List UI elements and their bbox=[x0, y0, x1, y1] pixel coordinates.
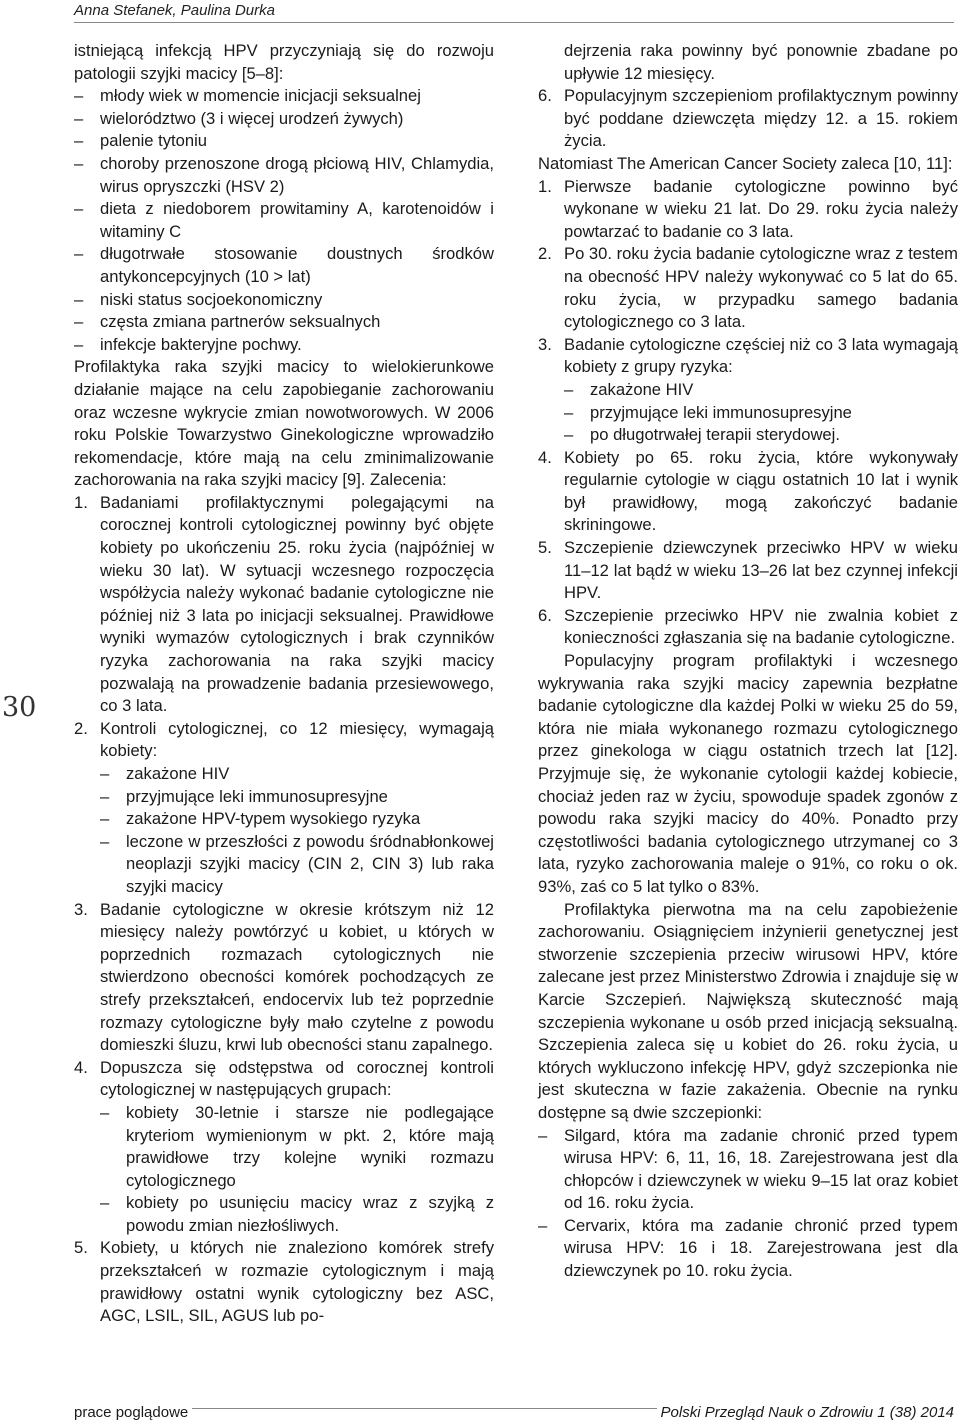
risk-item: – dieta z niedoborem prowitaminy A, karotenoidów i witaminy C bbox=[74, 198, 494, 243]
risk-item: – częsta zmiana partnerów seksualnych bbox=[74, 311, 494, 334]
recommendation-sub-item: – leczone w przeszłości z powodu śródnabłonkowej neoplazji szyjki macicy (CIN 2, CIN 3) lub raka szyjki macicy bbox=[100, 831, 494, 899]
recommendation-sub-item: – kobiety 30-letnie i starsze nie podlegające kryteriom wymienionym w pkt. 2, które mają prawidłowe trzy kolejne wyniki rozmazu cytologicznego bbox=[100, 1102, 494, 1192]
screening-program-paragraph: Populacyjny program profilaktyki i wczesnego wykrywania raka szyjki macicy zapewnia bezpłatne badanie cytologiczne dla każdej Polki w wieku 25 do 59, która nie miała wykonanego rozmazu cytologicznego przez ginekologa w ciągu ostatnich trzech lat [12]. Przyjmuje się, że wykonanie cytologii każdej kobiecie, chociaż jeden raz w życiu, spowoduje spadek zgonów z powodu raka szyjki macicy do 40%. Ponadto przy częstotliwości badania cytologicznego utrzymanej co 3 lata, ryzyko zachorowania maleje o 91%, co roku o ok. 93%, zaś co 5 lat tylko o 83%. bbox=[538, 651, 958, 896]
recommendation-text: Kontroli cytologicznej, co 12 miesięcy, wymagają kobiety: bbox=[100, 718, 494, 761]
risk-intro: istniejącą infekcją HPV przyczyniają się do rozwoju patologii szyjki macicy [5–8]: bbox=[74, 41, 494, 83]
recommendation-5-continued: dejrzenia raka powinny być ponownie zbadane po upływie 12 miesięcy. bbox=[564, 41, 958, 83]
prevention-paragraph: Profilaktyka raka szyjki macicy to wielokierunkowe działanie mające na celu zapobieganie zachorowaniu oraz wczesne wykrycie zmian nowotworowych. W 2006 roku Polskie Towarzystwo Ginekologiczne wprowadziło rekomendacje, które mają na celu zminimalizowanie zachorowania na raka szyjki macicy [9]. Zalecenia: bbox=[74, 357, 494, 490]
acs-sub-item: – przyjmujące leki immunosupresyjne bbox=[564, 402, 958, 425]
recommendation-2: 2. Kontroli cytologicznej, co 12 miesięcy, wymagają kobiety: bbox=[74, 718, 494, 761]
recommendation-text: Badanie cytologiczne w okresie krótszym niż 12 miesięcy należy powtórzyć u kobiet, u których w poprzednich rozmazach cytologicznych nie stwierdzono obecności komórek pochodzących ze strefy przekształceń, endocervix lub też poprzednie rozmazy cytologiczne były mało czytelne z powodu domieszki śluzu, krwi lub obecności stanu zapalnego. bbox=[100, 899, 494, 1055]
acs-item-6: 6. Szczepienie przeciwko HPV nie zwalnia kobiet z konieczności zgłaszania się na badanie cytologiczne. bbox=[538, 605, 958, 648]
recommendation-sub-item: – przyjmujące leki immunosupresyjne bbox=[100, 786, 494, 809]
risk-item: – wielorództwo (3 i więcej urodzeń żywych) bbox=[74, 108, 494, 131]
running-head-authors: Anna Stefanek, Paulina Durka bbox=[74, 2, 275, 19]
recommendation-sub-item: – kobiety po usunięciu macicy wraz z szyjką z powodu zmian niezłośliwych. bbox=[100, 1192, 494, 1237]
recommendation-4: 4. Dopuszcza się odstępstwa od corocznej kontroli cytologicznej w następujących grupach: bbox=[74, 1057, 494, 1100]
risk-item: – długotrwałe stosowanie doustnych środków antykoncepcyjnych (10 > lat) bbox=[74, 243, 494, 288]
risk-item: – młody wiek w momencie inicjacji seksualnej bbox=[74, 85, 494, 108]
acs-text: Szczepienie przeciwko HPV nie zwalnia kobiet z konieczności zgłaszania się na badanie cytologiczne. bbox=[564, 605, 958, 648]
acs-text: Badanie cytologiczne częściej niż co 3 lata wymagają kobiety z grupy ryzyka: bbox=[564, 334, 958, 377]
footer-section-label: prace poglądowe bbox=[74, 1404, 192, 1421]
risk-item: – niski status socjoekonomiczny bbox=[74, 289, 494, 312]
acs-text: Pierwsze badanie cytologiczne powinno być wykonane w wieku 21 lat. Do 29. roku życia należy powtarzać to badanie co 3 lata. bbox=[564, 176, 958, 241]
risk-item: – infekcje bakteryjne pochwy. bbox=[74, 334, 494, 357]
recommendation-3: 3. Badanie cytologiczne w okresie krótszym niż 12 miesięcy należy powtórzyć u kobiet, u których w poprzednich rozmazach cytologicznych nie stwierdzono obecności komórek pochodzących ze strefy przekształceń, endocervix lub też poprzednie rozmazy cytologiczne były mało czytelne z powodu domieszki śluzu, krwi lub obecności stanu zapalnego. bbox=[74, 899, 494, 1055]
acs-item-3: 3. Badanie cytologiczne częściej niż co 3 lata wymagają kobiety z grupy ryzyka: bbox=[538, 334, 958, 377]
acs-intro: Natomiast The American Cancer Society zaleca [10, 11]: bbox=[538, 153, 953, 173]
acs-sub-item: – zakażone HIV bbox=[564, 379, 958, 402]
recommendation-text: Badaniami profilaktycznymi polegającymi na corocznej kontroli cytologicznej powinny być objęte kobiety po ukończeniu 25. roku życia (najpóźniej w wieku 30 lat). W sytuacji wczesnego rozpoczęcia współżycia należy wykonać badanie cytologiczne nie później niż 3 lata po inicjacji seksualnej. Prawidłowe wyniki wymazów cytologicznych i brak czynników ryzyka zachorowania na raka szyjki macicy pozwalają na prowadzenie badania przesiewowego, co 3 lata. bbox=[100, 492, 494, 716]
recommendation-sub-item: – zakażone HPV-typem wysokiego ryzyka bbox=[100, 808, 494, 831]
risk-item: – palenie tytoniu bbox=[74, 130, 494, 153]
acs-item-5: 5. Szczepienie dziewczynek przeciwko HPV w wieku 11–12 lat bądź w wieku 13–26 lat bez czynnej infekcji HPV. bbox=[538, 538, 958, 603]
vaccine-item: – Cervarix, która ma zadanie chronić przed typem wirusa HPV: 16 i 18. Zarejestrowana jest dla dziewczynek po 10. roku życia. bbox=[538, 1215, 958, 1283]
left-column bbox=[74, 40, 494, 1328]
acs-text: Po 30. roku życia badanie cytologiczne wraz z testem na obecność HPV należy wykonywać co 5 lat do 65. roku życia, w przypadku samego badania cytologicznego co 3 lata. bbox=[564, 244, 958, 332]
recommendation-6: 6. Populacyjnym szczepieniom profilaktycznym powinny być poddane dziewczęta między 12. a 15. rokiem życia. bbox=[538, 86, 958, 151]
acs-item-4: 4. Kobiety po 65. roku życia, które wykonywały regularnie cytologie w ciągu ostatnich 10 lat i wynik był prawidłowy, mogą zakończyć badanie skriningowe. bbox=[538, 447, 958, 535]
acs-text: Szczepienie dziewczynek przeciwko HPV w wieku 11–12 lat bądź w wieku 13–26 lat bez czynnej infekcji HPV. bbox=[564, 538, 958, 603]
header-rule bbox=[74, 22, 954, 23]
recommendation-text: Dopuszcza się odstępstwa od corocznej kontroli cytologicznej w następujących grupach: bbox=[100, 1057, 494, 1100]
recommendation-text: Kobiety, u których nie znaleziono komórek strefy przekształceń w rozmazie cytologicznym i mają prawidłowy ostatni wynik cytologiczny bez ASC, AGC, LSIL, SIL, AGUS lub po- bbox=[100, 1238, 494, 1326]
recommendation-text: Populacyjnym szczepieniom profilaktycznym powinny być poddane dziewczęta między 12. a 15. rokiem życia. bbox=[564, 86, 958, 151]
page-number: 30 bbox=[2, 692, 37, 723]
acs-item-2: 2. Po 30. roku życia badanie cytologiczne wraz z testem na obecność HPV należy wykonywać co 5 lat do 65. roku życia, w przypadku samego badania cytologicznego co 3 lata. bbox=[538, 244, 958, 332]
risk-item: – choroby przenoszone drogą płciową HIV, Chlamydia, wirus opryszczki (HSV 2) bbox=[74, 153, 494, 198]
footer-journal-label: Polski Przegląd Nauk o Zdrowiu 1 (38) 2014 bbox=[657, 1404, 954, 1421]
acs-item-1: 1. Pierwsze badanie cytologiczne powinno być wykonane w wieku 21 lat. Do 29. roku życia należy powtarzać to badanie co 3 lata. bbox=[538, 176, 958, 241]
acs-text: Kobiety po 65. roku życia, które wykonywały regularnie cytologie w ciągu ostatnich 10 lat i wynik był prawidłowy, mogą zakończyć badanie skriningowe. bbox=[564, 447, 958, 535]
acs-sub-item: – po długotrwałej terapii sterydowej. bbox=[564, 424, 958, 447]
right-column bbox=[538, 40, 958, 1283]
recommendation-1: 1. Badaniami profilaktycznymi polegającymi na corocznej kontroli cytologicznej powinny być objęte kobiety po ukończeniu 25. roku życia (najpóźniej w wieku 30 lat). W sytuacji wczesnego rozpoczęcia współżycia należy wykonać badanie cytologiczne nie później niż 3 lata po inicjacji seksualnej. Prawidłowe wyniki wymazów cytologicznych i brak czynników ryzyka zachorowania na raka szyjki macicy pozwalają na prowadzenie badania przesiewowego, co 3 lata. bbox=[74, 492, 494, 716]
recommendation-sub-item: – zakażone HIV bbox=[100, 763, 494, 786]
recommendation-5: 5. Kobiety, u których nie znaleziono komórek strefy przekształceń w rozmazie cytologicznym i mają prawidłowy ostatni wynik cytologiczny bez ASC, AGC, LSIL, SIL, AGUS lub po- bbox=[74, 1238, 494, 1326]
primary-prevention-paragraph: Profilaktyka pierwotna ma na celu zapobieżenie zachorowaniu. Osiągnięciem inżynierii genetycznej jest stworzenie szczepienia przeciw wirusowi HPV, które zalecane jest przez Ministerstwo Zdrowia i znajduje się w Karcie Szczepień. Największą skuteczność mają szczepienia wykonane u osób przed inicjacją seksualną. Szczepienia zaleca się u kobiet do 26. roku życia, u których wykluczono infekcję HPV, gdyż szczepionka nie jest skuteczna w fazie zakażenia. Obecnie na rynku dostępne są dwie szczepionki: bbox=[538, 899, 958, 1122]
vaccine-item: – Silgard, która ma zadanie chronić przed typem wirusa HPV: 6, 11, 16, 18. Zarejestrowana jest dla chłopców i dziewczynek w wieku 9–15 lat oraz kobiet od 16. roku życia. bbox=[538, 1125, 958, 1215]
